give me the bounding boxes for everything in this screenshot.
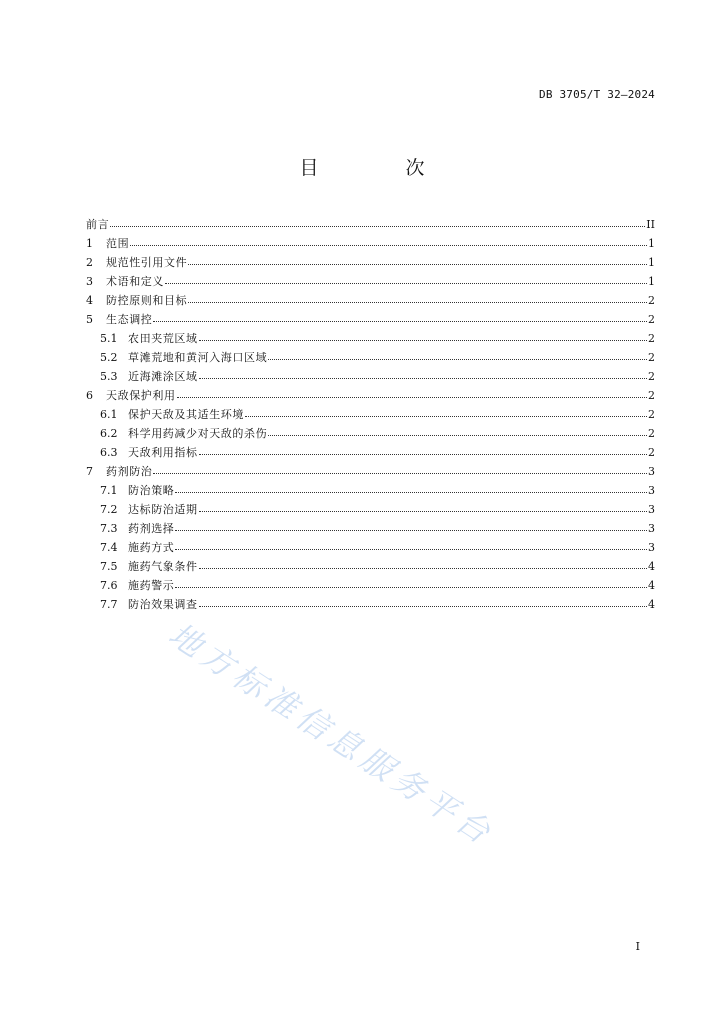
toc-leader-dots (153, 472, 647, 474)
toc-entry-label: 药剂防治 (106, 465, 153, 478)
toc-leader-dots (165, 282, 647, 284)
toc-leader-dots (177, 396, 647, 398)
toc-entry[interactable] (86, 518, 655, 537)
toc-leader-dots (268, 358, 647, 360)
toc-entry-label: 前言 (86, 218, 110, 231)
toc-entry-page: 2 (648, 294, 655, 307)
toc-entry-label: 保护天敌及其适生环境 (128, 408, 244, 421)
toc-entry[interactable] (86, 271, 655, 290)
toc-entry[interactable] (86, 404, 655, 423)
toc-entry-number: 5.2 (100, 351, 118, 364)
toc-entry-label: 草滩荒地和黄河入海口区域 (128, 351, 268, 364)
toc-entry-page: 3 (648, 465, 655, 478)
toc-entry-number: 7.5 (100, 560, 118, 573)
toc-entry[interactable] (86, 556, 655, 575)
toc-entry-page: 4 (648, 560, 655, 573)
toc-entry-number: 6.1 (100, 408, 118, 421)
toc-entry[interactable] (86, 594, 655, 613)
toc-entry-label: 近海滩涂区域 (128, 370, 198, 383)
toc-entry[interactable] (86, 575, 655, 594)
toc-entry-label: 防治效果调查 (128, 598, 198, 611)
toc-entry-number: 5 (86, 313, 93, 326)
toc-leader-dots (199, 567, 647, 569)
toc-entry-number: 6.2 (100, 427, 118, 440)
toc-entry-label: 范围 (106, 237, 130, 250)
toc-entry-page: 2 (648, 427, 655, 440)
toc-entry-page: 2 (648, 313, 655, 326)
toc-entry-page: 2 (648, 332, 655, 345)
toc-entry-page: 1 (648, 256, 655, 269)
toc-entry-page: 2 (648, 389, 655, 402)
toc-leader-dots (153, 320, 647, 322)
toc-entry-page: 1 (648, 237, 655, 250)
toc-entry-label: 施药气象条件 (128, 560, 198, 573)
page-number: I (635, 940, 640, 953)
toc-entry-number: 2 (86, 256, 93, 269)
toc-entry-number: 7.2 (100, 503, 118, 516)
toc-entry-number: 5.3 (100, 370, 118, 383)
toc-entry[interactable] (86, 347, 655, 366)
toc-entry[interactable] (86, 480, 655, 499)
toc-entry-number: 1 (86, 237, 93, 250)
toc-entry-page: 3 (648, 541, 655, 554)
toc-entry-page: 2 (648, 446, 655, 459)
toc-entry[interactable] (86, 499, 655, 518)
toc-entry-page: 4 (648, 598, 655, 611)
toc-entry-number: 6 (86, 389, 93, 402)
toc-entry-number: 7 (86, 465, 93, 478)
standard-code: DB 3705/T 32—2024 (539, 88, 655, 101)
toc-entry-page: 2 (648, 351, 655, 364)
toc-entry-label: 规范性引用文件 (106, 256, 188, 269)
toc-entry[interactable] (86, 423, 655, 442)
toc-entry-page: 2 (648, 408, 655, 421)
toc-entry[interactable] (86, 328, 655, 347)
toc-entry-label: 天敌保护利用 (106, 389, 176, 402)
toc-entry[interactable] (86, 537, 655, 556)
toc-entry[interactable] (86, 252, 655, 271)
toc-entry-label: 施药方式 (128, 541, 175, 554)
toc-entry-number: 7.3 (100, 522, 118, 535)
toc-entry[interactable] (86, 385, 655, 404)
toc-entry[interactable] (86, 366, 655, 385)
toc-leader-dots (188, 263, 647, 265)
toc-leader-dots (175, 548, 647, 550)
toc-entry-label: 防控原则和目标 (106, 294, 188, 307)
table-of-contents (86, 214, 655, 613)
toc-entry-label: 术语和定义 (106, 275, 164, 288)
toc-leader-dots (175, 529, 647, 531)
toc-entry-label: 防治策略 (128, 484, 175, 497)
toc-entry-number: 6.3 (100, 446, 118, 459)
page-title: 目 次 (299, 157, 459, 179)
toc-entry[interactable] (86, 309, 655, 328)
toc-leader-dots (199, 510, 647, 512)
toc-entry-number: 7.4 (100, 541, 118, 554)
toc-entry-page: 3 (648, 484, 655, 497)
toc-leader-dots (199, 605, 647, 607)
toc-entry-label: 药剂选择 (128, 522, 175, 535)
toc-entry-page: 1 (648, 275, 655, 288)
toc-entry[interactable] (86, 290, 655, 309)
toc-entry[interactable] (86, 461, 655, 480)
toc-entry[interactable] (86, 233, 655, 252)
toc-entry-page: 3 (648, 503, 655, 516)
toc-entry-page: 2 (648, 370, 655, 383)
toc-entry-label: 科学用药减少对天敌的杀伤 (128, 427, 268, 440)
toc-entry[interactable] (86, 214, 655, 233)
toc-leader-dots (199, 339, 647, 341)
toc-entry-number: 5.1 (100, 332, 118, 345)
toc-leader-dots (245, 415, 647, 417)
toc-entry-number: 7.7 (100, 598, 118, 611)
toc-entry-number: 4 (86, 294, 93, 307)
toc-entry-label: 生态调控 (106, 313, 153, 326)
toc-entry-label: 农田夹荒区域 (128, 332, 198, 345)
toc-entry-number: 7.1 (100, 484, 118, 497)
toc-leader-dots (188, 301, 647, 303)
toc-entry-label: 施药警示 (128, 579, 175, 592)
toc-entry-number: 3 (86, 275, 93, 288)
toc-entry[interactable] (86, 442, 655, 461)
toc-entry-page: 3 (648, 522, 655, 535)
toc-leader-dots (199, 453, 647, 455)
toc-leader-dots (268, 434, 647, 436)
watermark: 地方标准信息服务平台 (162, 615, 502, 854)
toc-entry-page: II (646, 218, 655, 231)
toc-entry-page: 4 (648, 579, 655, 592)
toc-leader-dots (199, 377, 647, 379)
toc-leader-dots (175, 586, 647, 588)
toc-leader-dots (130, 244, 647, 246)
toc-leader-dots (175, 491, 647, 493)
toc-leader-dots (110, 225, 645, 227)
toc-entry-label: 天敌利用指标 (128, 446, 198, 459)
toc-entry-label: 达标防治适期 (128, 503, 198, 516)
toc-entry-number: 7.6 (100, 579, 118, 592)
